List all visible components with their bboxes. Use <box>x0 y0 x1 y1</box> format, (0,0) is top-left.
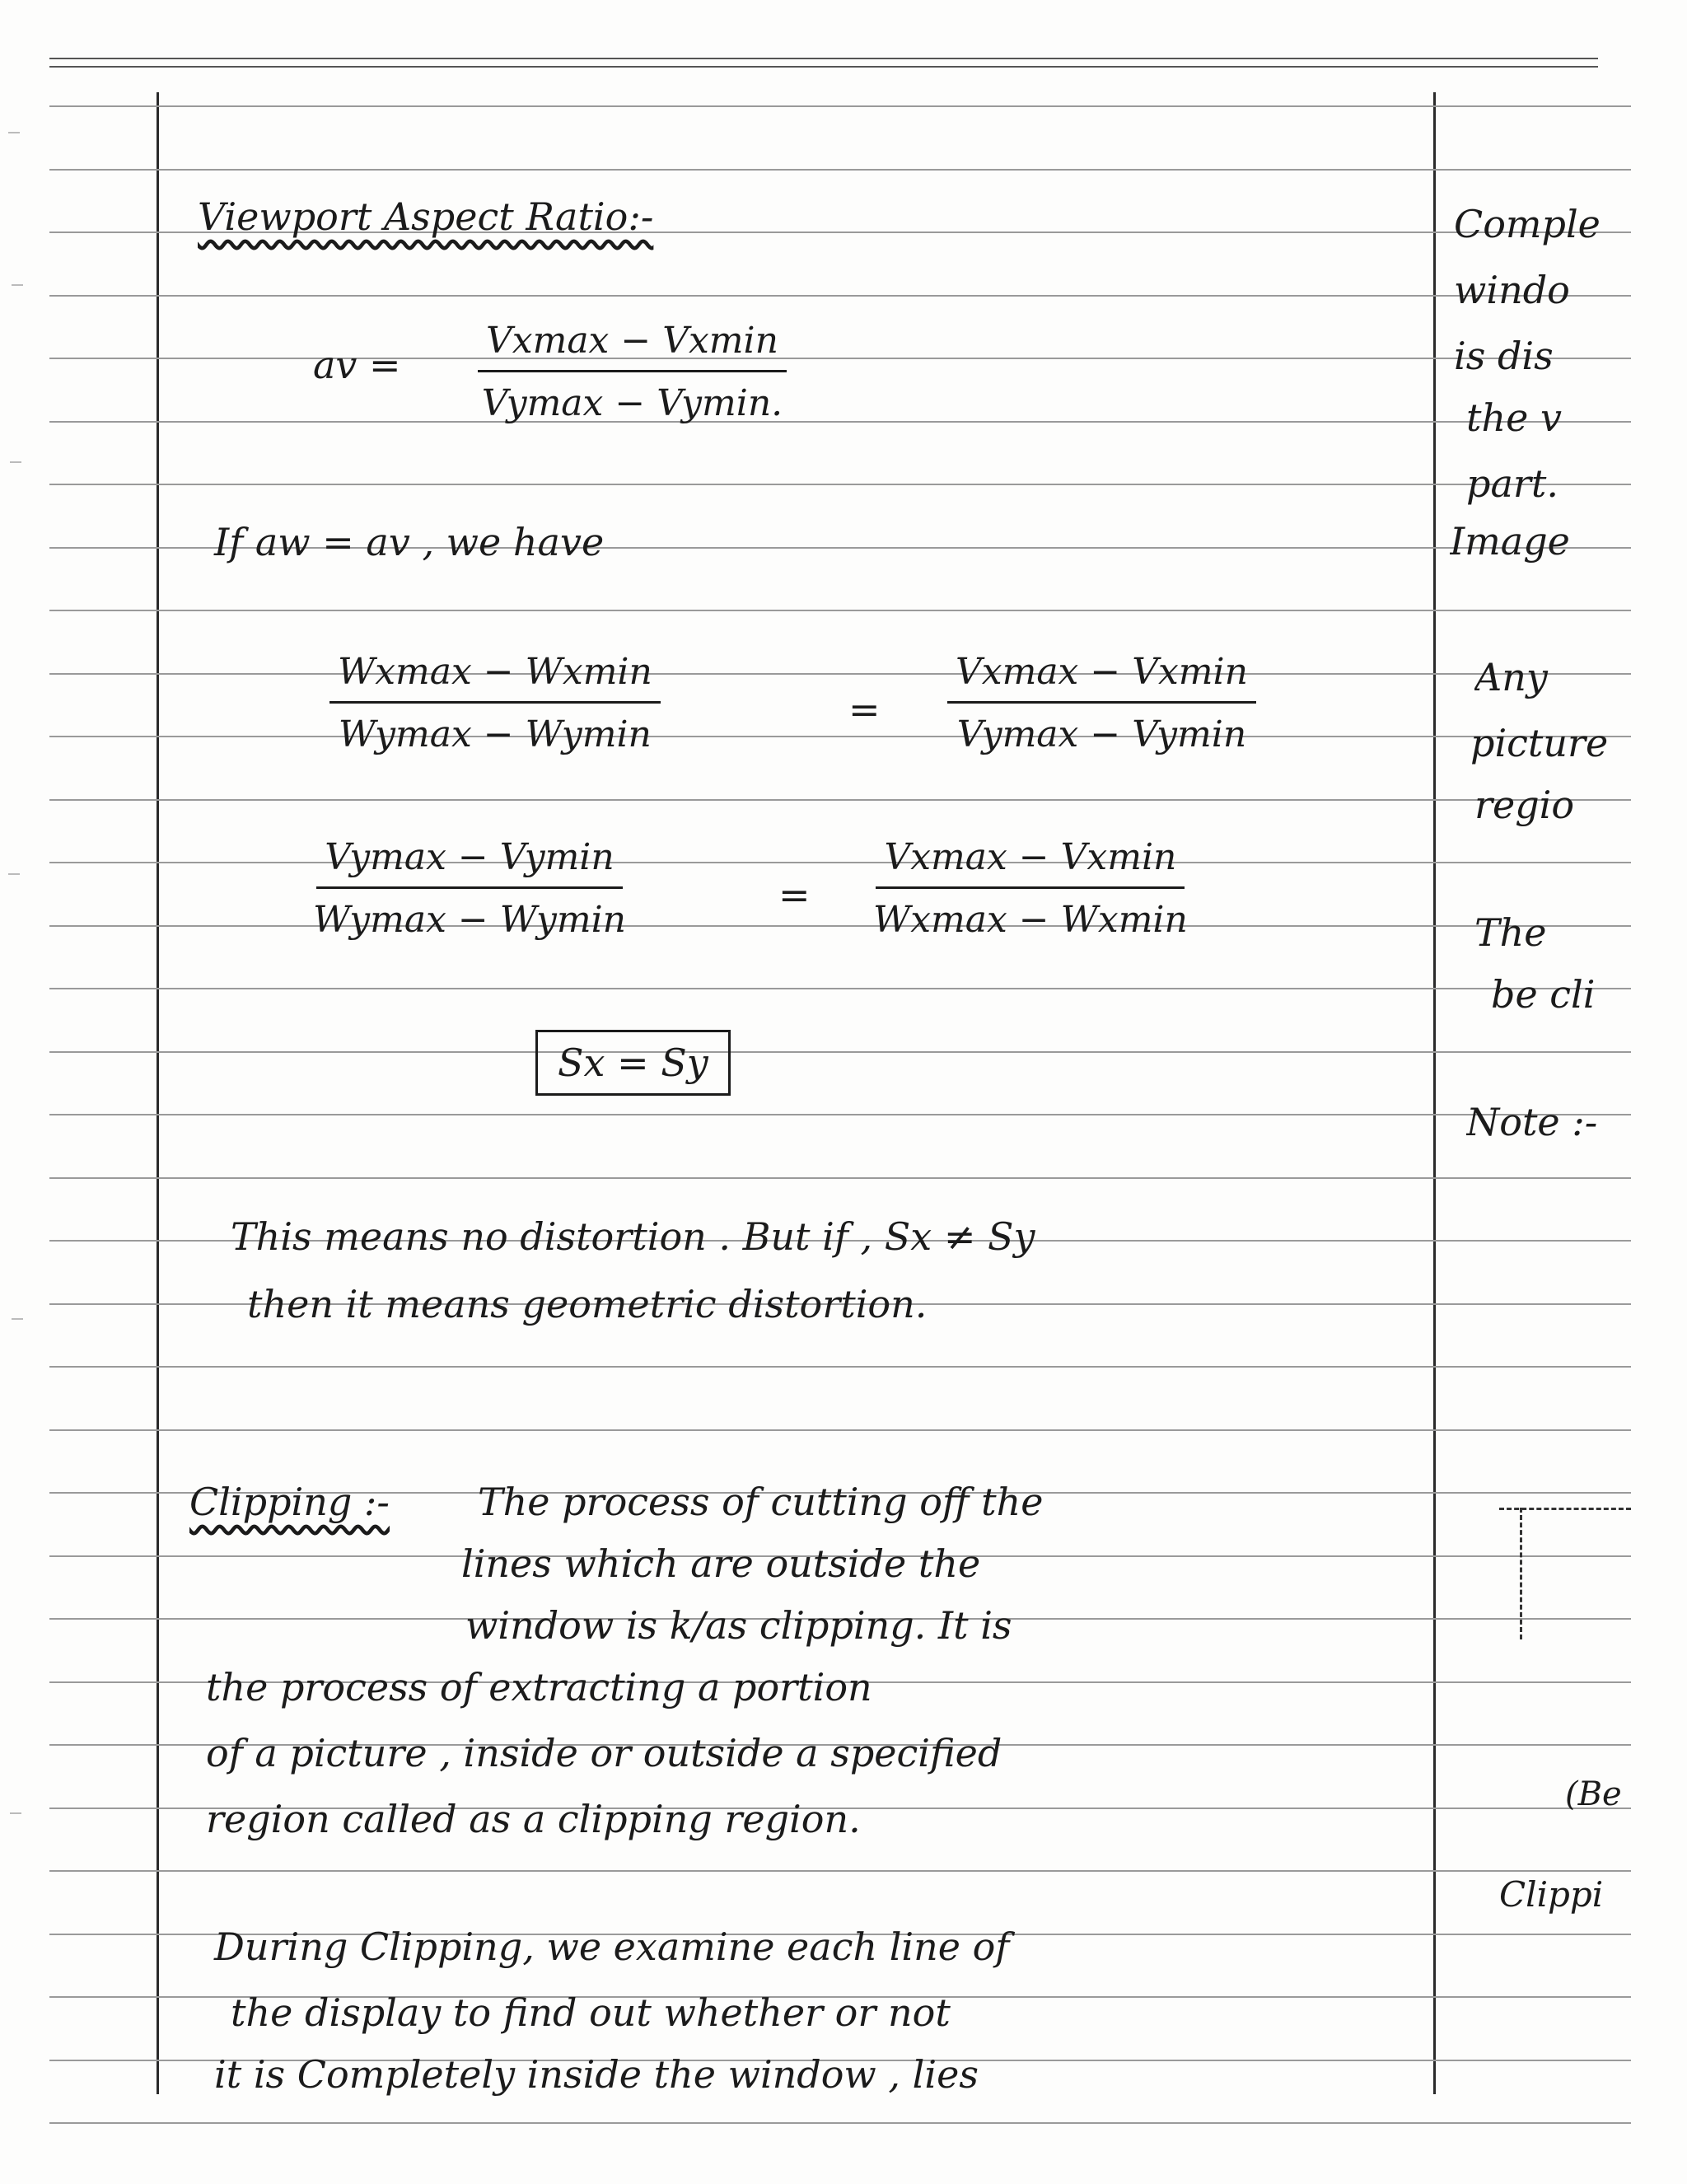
av-lhs: av = <box>313 343 401 387</box>
during-line-3: it is Completely inside the window , lies <box>214 2052 979 2097</box>
if-condition-line: If aw = av , we have <box>214 520 605 564</box>
eq3-equals: = <box>778 872 811 917</box>
eq2-left-numerator: Wxmax − Wxmin <box>329 651 661 704</box>
edge-mark <box>8 132 20 133</box>
ruled-line <box>49 988 1631 989</box>
right-margin-line <box>1433 92 1436 2094</box>
right-text-10: The <box>1474 910 1547 955</box>
eq3-left-fraction <box>313 836 626 941</box>
edge-mark <box>8 873 20 875</box>
right-text-2: windo <box>1454 268 1570 312</box>
ruled-line <box>49 925 1631 927</box>
eq2-right-denominator: Vymax − Vymin <box>956 713 1247 755</box>
right-dash-top <box>1499 1508 1631 1510</box>
clipping-label: Clipping :- <box>189 1480 390 1524</box>
right-text-1: Comple <box>1454 202 1601 246</box>
av-denominator: Vymax − Vymin. <box>481 382 783 424</box>
eq3-left-denominator: Wymax − Wymin <box>313 899 626 941</box>
eq3-left-numerator: Vymax − Vymin <box>316 836 622 889</box>
ruled-line <box>49 421 1631 423</box>
eq3-right-denominator: Wxmax − Wxmin <box>873 899 1188 941</box>
right-text-13: (Be <box>1565 1775 1622 1813</box>
top-border-line <box>49 58 1598 59</box>
eq2-right-numerator: Vxmax − Vxmin <box>947 651 1256 704</box>
ruled-line <box>49 2122 1631 2124</box>
clipping-line-4: the process of extracting a portion <box>206 1665 872 1709</box>
during-line-2: the display to find out whether or not <box>231 1990 951 2035</box>
edge-mark <box>10 461 21 463</box>
ruled-line <box>49 1051 1631 1053</box>
right-text-8: picture <box>1470 721 1609 765</box>
ruled-line <box>49 862 1631 863</box>
right-text-7: Any <box>1474 655 1548 699</box>
ruled-line <box>49 736 1631 737</box>
ruled-line <box>49 484 1631 485</box>
during-line-1: During Clipping, we examine each line of <box>214 1924 1010 1969</box>
eq2-equals: = <box>848 687 881 732</box>
eq3-right-fraction <box>873 836 1188 941</box>
right-text-12: Note :- <box>1466 1100 1598 1144</box>
left-margin-line <box>157 92 159 2094</box>
right-text-6: Image <box>1450 519 1570 564</box>
eq2-left-fraction <box>329 651 661 755</box>
clipping-line-5: of a picture , inside or outside a specified <box>206 1731 1002 1775</box>
edge-mark <box>12 284 23 286</box>
ruled-line <box>49 1429 1631 1431</box>
ruled-line <box>49 799 1631 801</box>
right-dash-mark <box>1520 1508 1522 1639</box>
clipping-line-6: region called as a clipping region. <box>206 1797 861 1841</box>
ruled-line <box>49 295 1631 297</box>
edge-mark <box>12 1318 23 1320</box>
edge-mark <box>10 1812 21 1814</box>
ruled-line <box>49 673 1631 675</box>
eq2-left-denominator: Wymax − Wymin <box>338 713 652 755</box>
clipping-line-3: window is k/as clipping. It is <box>465 1603 1012 1648</box>
top-border-line-2 <box>49 66 1598 68</box>
ruled-line <box>49 1870 1631 1872</box>
ruled-line <box>49 169 1631 171</box>
ruled-line <box>49 1114 1631 1115</box>
ruled-line <box>49 105 1631 107</box>
eq3-right-numerator: Vxmax − Vxmin <box>876 836 1185 889</box>
section-title: Viewport Aspect Ratio:- <box>198 194 654 239</box>
right-text-5: part. <box>1466 461 1558 506</box>
ruled-line <box>49 610 1631 611</box>
ruled-line <box>49 358 1631 359</box>
right-text-4: the v <box>1466 395 1562 440</box>
distortion-line-1: This means no distortion . But if , Sx ≠ Sy <box>231 1214 1035 1259</box>
eq2-right-fraction <box>947 651 1256 755</box>
right-text-3: is dis <box>1454 334 1554 378</box>
av-fraction <box>478 320 787 424</box>
clipping-line-2: lines which are outside the <box>461 1541 981 1586</box>
right-text-14: Clippi <box>1499 1874 1604 1915</box>
right-text-11: be cli <box>1491 972 1596 1017</box>
av-numerator: Vxmax − Vxmin <box>478 320 787 372</box>
right-text-9: regio <box>1474 783 1575 827</box>
distortion-line-2: then it means geometric distortion. <box>247 1282 928 1326</box>
clipping-line-1: The process of cutting off the <box>478 1480 1044 1524</box>
ruled-line <box>49 1366 1631 1368</box>
ruled-line <box>49 1177 1631 1179</box>
boxed-equation: Sx = Sy <box>535 1030 731 1096</box>
